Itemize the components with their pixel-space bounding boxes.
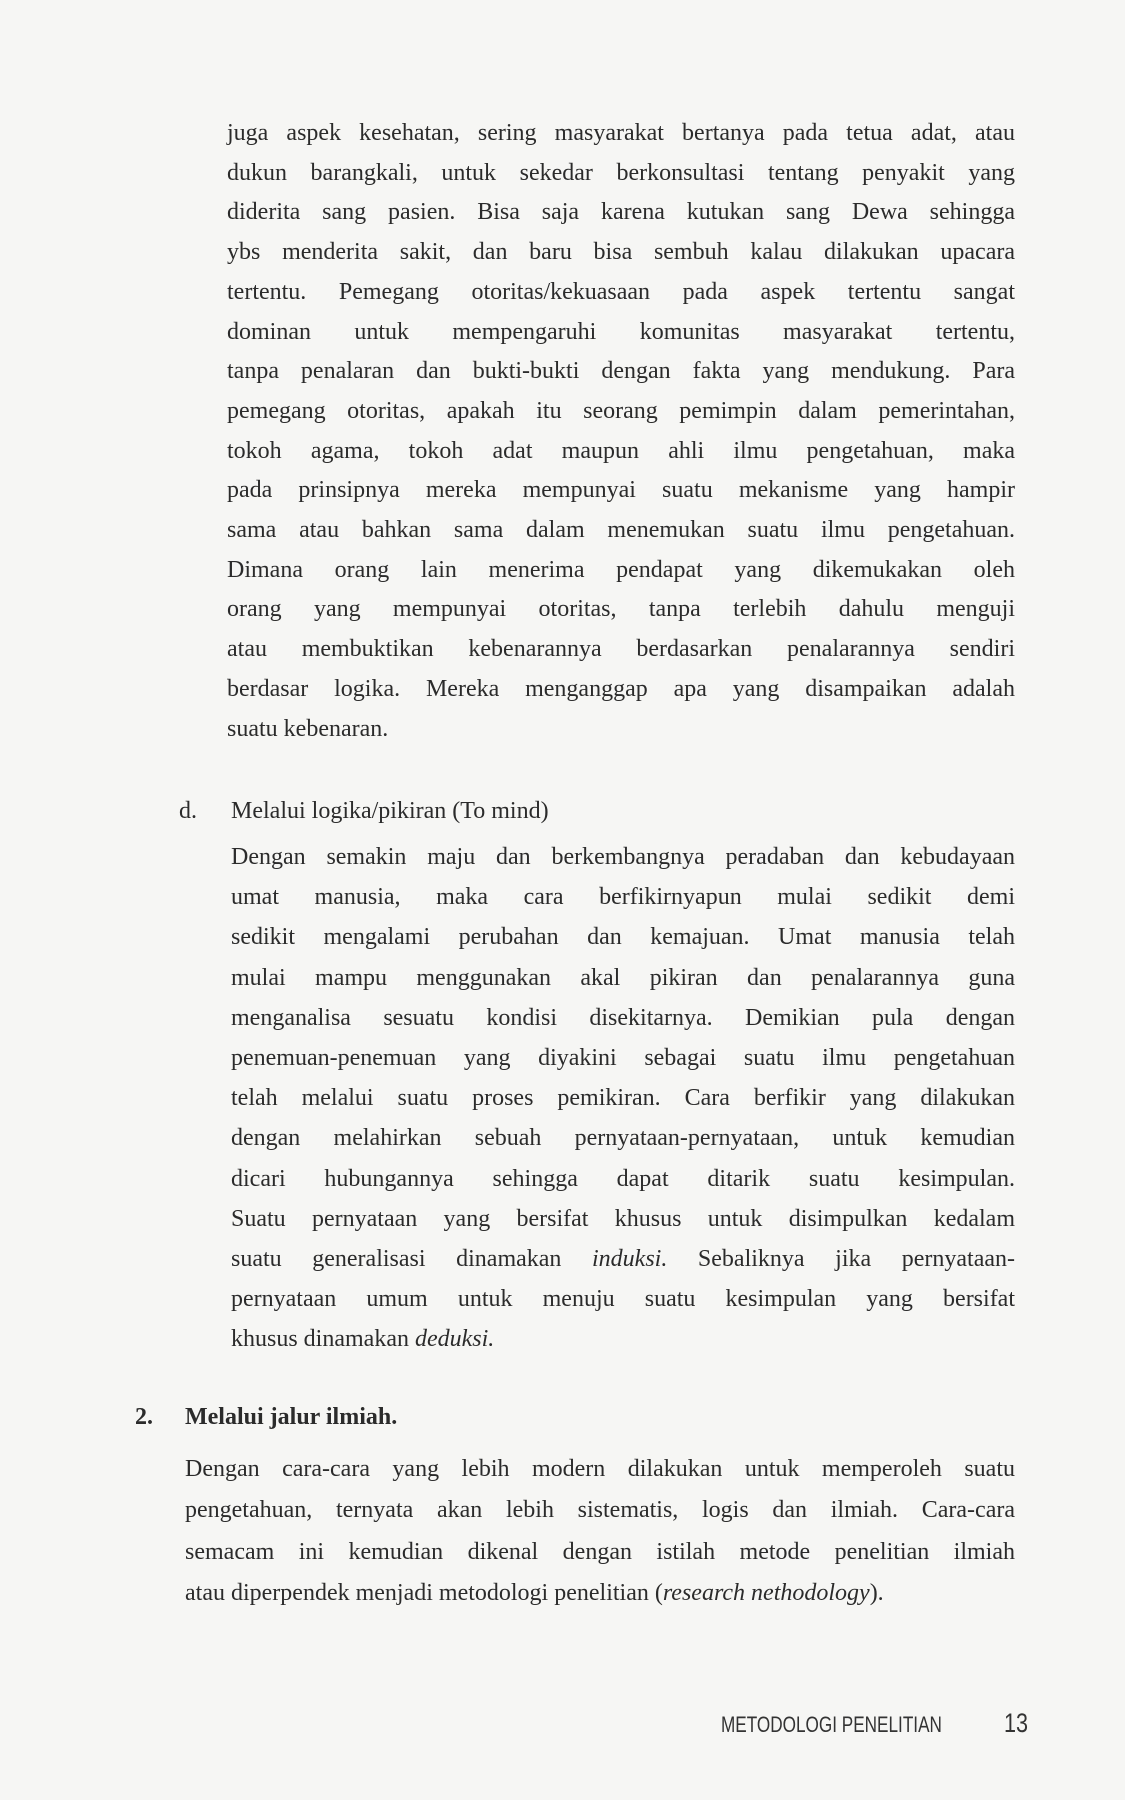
text-line: berdasar logika. Mereka menganggap apa yang disampaikan adalah <box>227 676 1015 702</box>
text-line: Suatu pernyataan yang bersifat khusus untuk disimpulkan kedalam <box>231 1206 1015 1232</box>
text-segment: atau diperpendek menjadi metodologi penelitian ( <box>185 1580 663 1606</box>
text-line <box>231 1244 1015 1274</box>
list-marker-2: 2. <box>135 1404 153 1430</box>
text-line: orang yang mempunyai otoritas, tanpa terlebih dahulu menguji <box>227 596 1015 622</box>
text-line: mulai mampu menggunakan akal pikiran dan penalarannya guna <box>231 965 1015 991</box>
text-line: atau membuktikan kebenarannya berdasarkan penalarannya sendiri <box>227 636 1015 662</box>
text-line: dominan untuk mempengaruhi komunitas masyarakat tertentu, <box>227 319 1015 345</box>
running-footer-title: METODOLOGI PENELITIAN <box>721 1712 942 1737</box>
list-marker-d: d. <box>179 798 197 824</box>
text-segment: suatu generalisasi dinamakan <box>231 1246 593 1272</box>
text-line: pemegang otoritas, apakah itu seorang pemimpin dalam pemerintahan, <box>227 398 1015 424</box>
text-line: dicari hubungannya sehingga dapat ditarik suatu kesimpulan. <box>231 1166 1015 1192</box>
text-line: suatu kebenaran. <box>227 716 389 742</box>
text-line: telah melalui suatu proses pemikiran. Cara berfikir yang dilakukan <box>231 1085 1015 1111</box>
text-segment: Sebaliknya jika pernyataan- <box>667 1246 1016 1272</box>
text-line: pada prinsipnya mereka mempunyai suatu mekanisme yang hampir <box>227 477 1015 503</box>
text-line: menganalisa sesuatu kondisi disekitarnya. Demikian pula dengan <box>231 1005 1015 1031</box>
text-line <box>185 1578 1015 1608</box>
section-2-heading: Melalui jalur ilmiah. <box>185 1404 398 1430</box>
text-line: tokoh agama, tokoh adat maupun ahli ilmu pengetahuan, maka <box>227 438 1015 464</box>
text-line <box>231 1324 1015 1354</box>
italic-term: research nethodology <box>662 1580 870 1606</box>
text-segment: khusus dinamakan <box>231 1326 415 1352</box>
italic-term: deduksi. <box>414 1326 495 1352</box>
text-line: semacam ini kemudian dikenal dengan istilah metode penelitian ilmiah <box>185 1539 1015 1565</box>
text-line: pengetahuan, ternyata akan lebih sistematis, logis dan ilmiah. Cara-cara <box>185 1497 1015 1523</box>
text-line: dukun barangkali, untuk sekedar berkonsultasi tentang penyakit yang <box>227 160 1015 186</box>
text-line: penemuan-penemuan yang diyakini sebagai suatu ilmu pengetahuan <box>231 1045 1015 1071</box>
text-line: Dengan cara-cara yang lebih modern dilakukan untuk memperoleh suatu <box>185 1456 1015 1482</box>
text-line: tertentu. Pemegang otoritas/kekuasaan pada aspek tertentu sangat <box>227 279 1015 305</box>
section-d-heading: Melalui logika/pikiran (To mind) <box>231 798 549 824</box>
text-segment: ). <box>869 1580 884 1606</box>
text-line: diderita sang pasien. Bisa saja karena kutukan sang Dewa sehingga <box>227 199 1015 225</box>
text-line: umat manusia, maka cara berfikirnyapun mulai sedikit demi <box>231 884 1015 910</box>
text-line: sedikit mengalami perubahan dan kemajuan. Umat manusia telah <box>231 924 1015 950</box>
text-line: Dimana orang lain menerima pendapat yang dikemukakan oleh <box>227 557 1015 583</box>
text-line: tanpa penalaran dan bukti-bukti dengan fakta yang mendukung. Para <box>227 358 1015 384</box>
text-line: ybs menderita sakit, dan baru bisa sembuh kalau dilakukan upacara <box>227 239 1015 265</box>
text-line: dengan melahirkan sebuah pernyataan-pernyataan, untuk kemudian <box>231 1125 1015 1151</box>
page-number: 13 <box>1004 1708 1029 1738</box>
text-line: pernyataan umum untuk menuju suatu kesimpulan yang bersifat <box>231 1286 1015 1312</box>
text-line: juga aspek kesehatan, sering masyarakat bertanya pada tetua adat, atau <box>227 120 1015 146</box>
text-line: Dengan semakin maju dan berkembangnya peradaban dan kebudayaan <box>231 844 1015 870</box>
italic-term: induksi. <box>592 1246 668 1272</box>
text-line: sama atau bahkan sama dalam menemukan suatu ilmu pengetahuan. <box>227 517 1015 543</box>
